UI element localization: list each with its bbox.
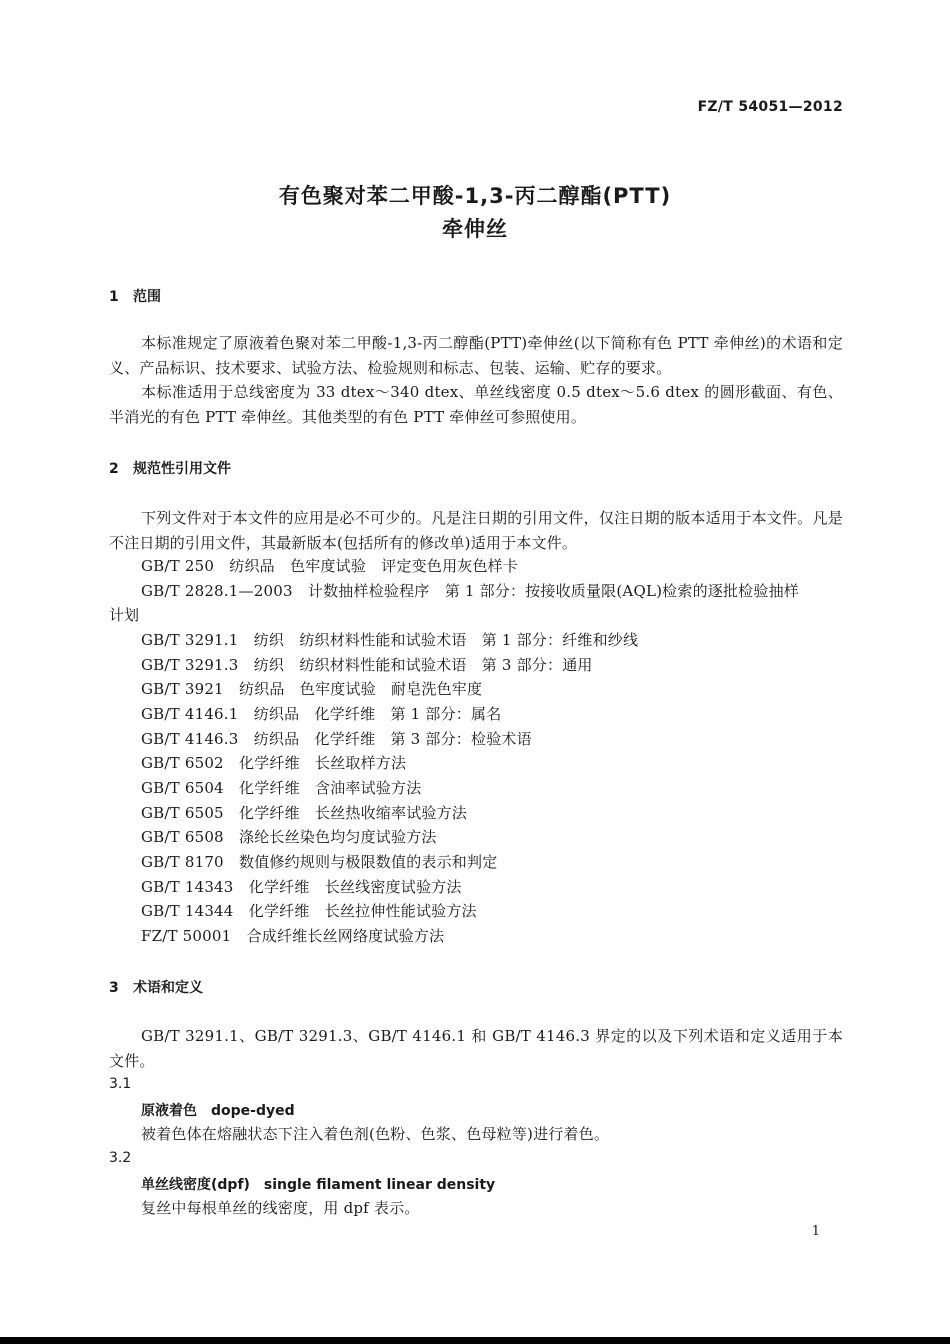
reference-item: GB/T 3291.3 纺织 纺织材料性能和试验术语 第 3 部分：通用 — [141, 656, 593, 674]
reference-item: GB/T 4146.3 纺织品 化学纤维 第 3 部分：检验术语 — [141, 730, 532, 748]
document-title-line-2: 牵伸丝 — [442, 217, 508, 241]
section-3-heading — [109, 977, 203, 997]
reference-item: GB/T 14343 化学纤维 长丝线密度试验方法 — [141, 878, 462, 896]
reference-item-continuation: 计划 — [109, 606, 140, 624]
section-title: 范围 — [133, 289, 161, 305]
section-number: 2 — [109, 461, 119, 477]
section-1-paragraph-1: 本标准规定了原液着色聚对苯二甲酸-1,3-丙二醇酯(PTT)牵伸丝(以下简称有色 PTT 牵伸丝)的术语和定义、产品标识、技术要求、试验方法、检验规则和标志、包装、运输、贮存的要求。 — [109, 334, 843, 377]
section-2-intro: 下列文件对于本文件的应用是必不可少的。凡是注日期的引用文件，仅注日期的版本适用于本文件。凡是不注日期的引用文件，其最新版本(包括所有的修改单)适用于本文件。 — [109, 509, 843, 552]
standard-code: FZ/T 54051—2012 — [697, 99, 843, 115]
section-number: 3 — [109, 980, 119, 996]
term-number: 3.2 — [109, 1150, 132, 1166]
section-1-heading — [109, 286, 161, 306]
section-number: 1 — [109, 289, 119, 305]
document-title-line-1: 有色聚对苯二甲酸-1,3-丙二醇酯(PTT) — [278, 184, 672, 208]
reference-item: GB/T 3291.1 纺织 纺织材料性能和试验术语 第 1 部分：纤维和纱线 — [141, 631, 639, 649]
term-number: 3.1 — [109, 1076, 132, 1092]
reference-item: FZ/T 50001 合成纤维长丝网络度试验方法 — [141, 927, 445, 945]
reference-item: GB/T 6504 化学纤维 含油率试验方法 — [141, 779, 422, 797]
term-definition: 被着色体在熔融状态下注入着色剂(色粉、色浆、色母粒等)进行着色。 — [141, 1125, 610, 1143]
term-heading: 原液着色 dope-dyed — [141, 1103, 295, 1119]
reference-item: GB/T 14344 化学纤维 长丝拉伸性能试验方法 — [141, 902, 477, 920]
reference-item: GB/T 3921 纺织品 色牢度试验 耐皂洗色牢度 — [141, 680, 483, 698]
section-3-intro: GB/T 3291.1、GB/T 3291.3、GB/T 4146.1 和 GB/T 4146.3 界定的以及下列术语和定义适用于本文件。 — [109, 1027, 843, 1070]
reference-item: GB/T 6505 化学纤维 长丝热收缩率试验方法 — [141, 804, 468, 822]
section-1-paragraph-2: 本标准适用于总线密度为 33 dtex～340 dtex、单丝线密度 0.5 dtex～5.6 dtex 的圆形截面、有色、半消光的有色 PTT 牵伸丝。其他类型的有色 PTT 牵伸丝可参照使用。 — [109, 383, 843, 426]
reference-item: GB/T 2828.1—2003 计数抽样检验程序 第 1 部分：按接收质量限(AQL)检索的逐批检验抽样 — [141, 582, 799, 600]
section-title: 规范性引用文件 — [133, 461, 231, 477]
reference-item: GB/T 6502 化学纤维 长丝取样方法 — [141, 754, 407, 772]
reference-item: GB/T 250 纺织品 色牢度试验 评定变色用灰色样卡 — [141, 557, 519, 575]
section-title: 术语和定义 — [133, 980, 203, 996]
section-2-heading — [109, 458, 231, 478]
page-number: 1 — [811, 1224, 820, 1239]
term-definition: 复丝中每根单丝的线密度，用 dpf 表示。 — [141, 1199, 420, 1217]
bottom-border — [0, 1337, 950, 1344]
reference-item: GB/T 8170 数值修约规则与极限数值的表示和判定 — [141, 853, 498, 871]
term-heading: 单丝线密度(dpf) single filament linear density — [141, 1177, 496, 1193]
reference-item: GB/T 6508 涤纶长丝染色均匀度试验方法 — [141, 828, 437, 846]
reference-item: GB/T 4146.1 纺织品 化学纤维 第 1 部分：属名 — [141, 705, 502, 723]
